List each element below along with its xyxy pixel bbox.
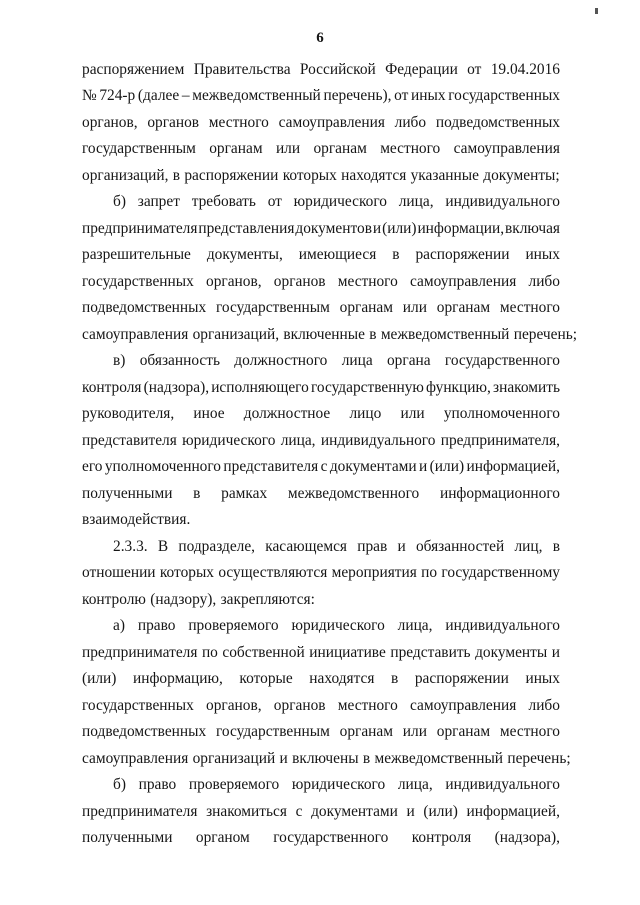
text-line: полученными органом государственного контроля (надзора), [82, 829, 560, 846]
text-line: полученными в рамках межведомственного информационного [82, 485, 560, 502]
text-line: самоуправления организаций, включенные в межведомственный перечень; [82, 326, 578, 343]
page-number: 6 [316, 30, 324, 46]
text-line: разрешительные документы, имеющиеся в распоряжении иных [82, 246, 560, 263]
scan-mark [595, 8, 598, 14]
text-line: подведомственных государственным органам или органам местного [82, 723, 560, 740]
text-line: представителя юридического лица, индивидуального предпринимателя, [82, 432, 560, 449]
text-line: предпринимателя по собственной инициативе представить документы и [82, 644, 560, 661]
text-line: предпринимателя представления документов и (или) информации, включая [82, 220, 560, 237]
text-line: (или) информацию, которые находятся в распоряжении иных [82, 670, 560, 687]
text-line: а) право проверяемого юридического лица, индивидуального [113, 617, 560, 634]
text-line: распоряжением Правительства Российской Федерации от 19.04.2016 [82, 61, 560, 78]
text-line: контроля (надзора), исполняющего государственную функцию, знакомить [82, 379, 560, 396]
text-line: б) право проверяемого юридического лица, индивидуального [113, 776, 560, 793]
text-line: государственным органам или органам местного самоуправления [82, 140, 560, 157]
text-line: № 724-р (далее – межведомственный перечень), от иных государственных [82, 87, 560, 104]
text-line: в) обязанность должностного лица органа государственного [113, 352, 560, 369]
text-line: организаций, в распоряжении которых находятся указанные документы; [82, 167, 560, 184]
text-line: самоуправления организаций и включены в межведомственный перечень; [82, 750, 571, 767]
text-line: предпринимателя знакомиться с документами и (или) информацией, [82, 803, 560, 820]
text-line: взаимодействия. [82, 511, 191, 528]
text-line: государственных органов, органов местного самоуправления либо [82, 697, 560, 714]
text-line: подведомственных государственным органам или органам местного [82, 299, 560, 316]
text-line: его уполномоченного представителя с документами и (или) информацией, [82, 458, 560, 475]
text-line: б) запрет требовать от юридического лица, индивидуального [113, 193, 560, 210]
text-line: контролю (надзору), закрепляются: [82, 591, 315, 608]
text-line: органов, органов местного самоуправления либо подведомственных [82, 114, 560, 131]
text-line: отношении которых осуществляются мероприятия по государственному [82, 564, 560, 581]
text-line: руководителя, иное должностное лицо или уполномоченного [82, 405, 560, 422]
text-line: государственных органов, органов местного самоуправления либо [82, 273, 560, 290]
text-line: 2.3.3. В подразделе, касающемся прав и обязанностей лиц, в [113, 538, 560, 555]
